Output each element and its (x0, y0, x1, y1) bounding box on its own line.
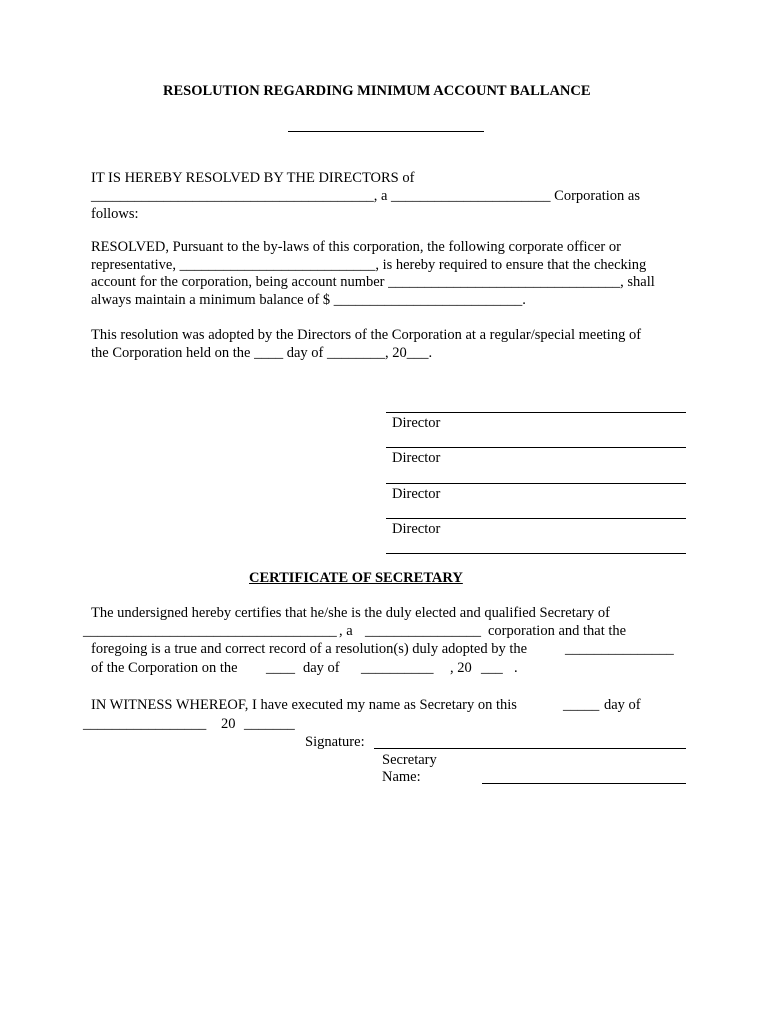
director-signature-line (386, 518, 686, 519)
p2-line1: RESOLVED, Pursuant to the by-laws of this corporation, the following corporate officer or (91, 239, 621, 255)
cert-line4-text: of the Corporation on the (91, 660, 238, 676)
signature-line (374, 748, 686, 749)
p2-line2: representative, ___________________________, is hereby required to ensure that the checking (91, 257, 647, 273)
cert-text-a: , a (339, 623, 353, 639)
cert-text-20: , 20 (450, 660, 472, 676)
director-label: Director (392, 521, 441, 537)
p2-line4: always maintain a minimum balance of $ __________________________. (91, 292, 526, 308)
document-title: RESOLUTION REGARDING MINIMUM ACCOUNT BALLANCE (163, 83, 591, 99)
director-signature-line (386, 412, 686, 413)
p3-line2: the Corporation held on the ____ day of ________, 20___. (91, 345, 433, 361)
witness-blank-month: _________________ (83, 716, 207, 732)
p3-line1: This resolution was adopted by the Directors of the Corporation at a regular/special meeting of (91, 327, 642, 343)
director-label: Director (392, 415, 441, 431)
witness-blank-day: _____ (563, 697, 600, 713)
cert-blank-year: ___ (481, 660, 503, 676)
secretary-label: Secretary (382, 752, 437, 768)
p1-line1: IT IS HEREBY RESOLVED BY THE DIRECTORS of (91, 170, 415, 186)
director-signature-line (386, 483, 686, 484)
witness-text-day-of: day of (604, 697, 641, 713)
director-label: Director (392, 450, 441, 466)
certificate-heading: CERTIFICATE OF SECRETARY (249, 570, 463, 586)
cert-line1: The undersigned hereby certifies that he/she is the duly elected and qualified Secretary of (91, 605, 610, 621)
p2-line3: account for the corporation, being account number ________________________________, shall (91, 274, 655, 290)
witness-text-20: 20 (221, 716, 236, 732)
director-signature-line (386, 553, 686, 554)
witness-line1: IN WITNESS WHEREOF, I have executed my name as Secretary on this (91, 697, 517, 713)
director-signature-line (386, 447, 686, 448)
cert-text-day-of: day of (303, 660, 340, 676)
title-underline (288, 131, 484, 132)
p1-line2: _______________________________________, a ______________________ Corporation as (91, 188, 640, 204)
cert-blank-state: ________________ (365, 623, 481, 639)
signature-label: Signature: (305, 734, 365, 750)
cert-blank-adopted-by: _______________ (565, 641, 674, 657)
name-label: Name: (382, 769, 421, 785)
cert-text-period: . (514, 660, 518, 676)
p1-line3: follows: (91, 206, 139, 222)
cert-text-corporation: corporation and that the (488, 623, 627, 639)
cert-blank-month: __________ (361, 660, 434, 676)
witness-blank-year: _______ (244, 716, 295, 732)
cert-blank-day: ____ (266, 660, 295, 676)
cert-line3: foregoing is a true and correct record of a resolution(s) duly adopted by the (91, 641, 528, 657)
cert-blank-corp-name: ___________________________________ (83, 623, 337, 639)
name-line (482, 783, 686, 784)
director-label: Director (392, 486, 441, 502)
